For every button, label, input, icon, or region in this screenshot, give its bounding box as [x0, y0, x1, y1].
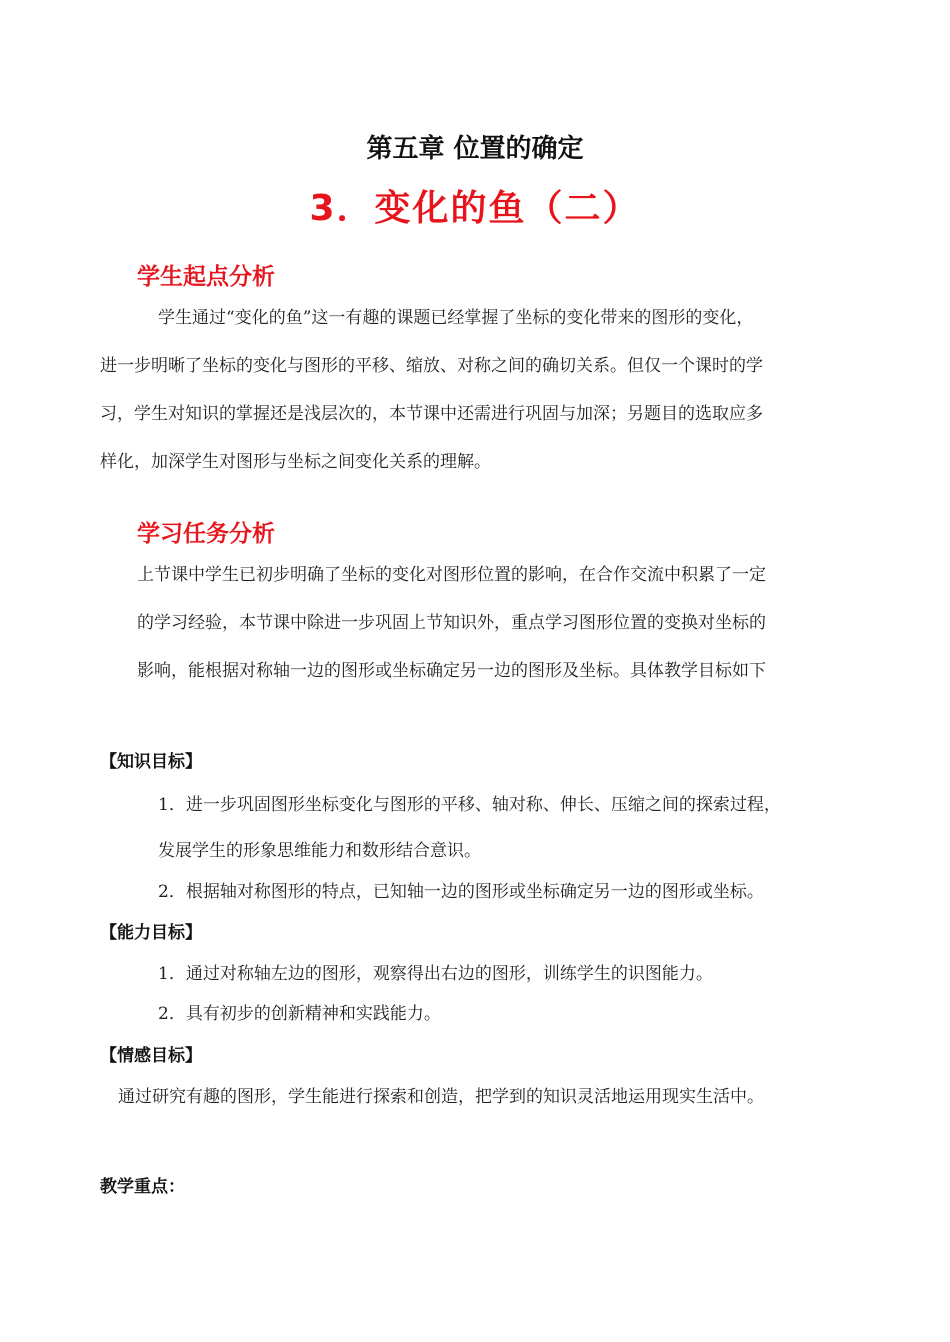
knowledge-goals-heading: 【知识目标】: [100, 752, 202, 772]
section-heading-student-analysis: 学生起点分析: [137, 264, 275, 290]
emotion-goal-item: 通过研究有趣的图形，学生能进行探索和创造，把学到的知识灵活地运用现实生活中。: [118, 1087, 764, 1107]
paragraph-line: 上节课中学生已初步明确了坐标的变化对图形位置的影响，在合作交流中积累了一定: [137, 565, 766, 585]
section-heading-task-analysis: 学习任务分析: [137, 521, 275, 547]
knowledge-goal-item: 2．根据轴对称图形的特点，已知轴一边的图形或坐标确定另一边的图形或坐标。: [158, 882, 764, 902]
knowledge-goal-item: 1．进一步巩固图形坐标变化与图形的平移、轴对称、伸长、压缩之间的探索过程，: [158, 795, 781, 815]
ability-goal-item: 2．具有初步的创新精神和实践能力。: [158, 1004, 441, 1024]
paragraph-line: 学生通过“变化的鱼”这一有趣的课题已经掌握了坐标的变化带来的图形的变化，: [158, 308, 754, 328]
lesson-title: 3．变化的鱼（二）: [309, 188, 641, 229]
paragraph-line: 影响，能根据对称轴一边的图形或坐标确定另一边的图形及坐标。具体教学目标如下: [137, 661, 766, 681]
knowledge-goal-item: 发展学生的形象思维能力和数形结合意识。: [158, 841, 481, 861]
teaching-key-heading: 教学重点：: [100, 1177, 185, 1197]
paragraph-line: 样化，加深学生对图形与坐标之间变化关系的理解。: [100, 452, 491, 472]
emotion-goals-heading: 【情感目标】: [100, 1046, 202, 1066]
paragraph-line: 进一步明晰了坐标的变化与图形的平移、缩放、对称之间的确切关系。但仅一个课时的学: [100, 356, 763, 376]
ability-goal-item: 1．通过对称轴左边的图形，观察得出右边的图形，训练学生的识图能力。: [158, 964, 713, 984]
paragraph-line: 的学习经验，本节课中除进一步巩固上节知识外，重点学习图形位置的变换对坐标的: [137, 613, 766, 633]
paragraph-line: 习，学生对知识的掌握还是浅层次的，本节课中还需进行巩固与加深；另题目的选取应多: [100, 404, 763, 424]
ability-goals-heading: 【能力目标】: [100, 923, 202, 943]
chapter-title: 第五章 位置的确定: [366, 134, 584, 164]
